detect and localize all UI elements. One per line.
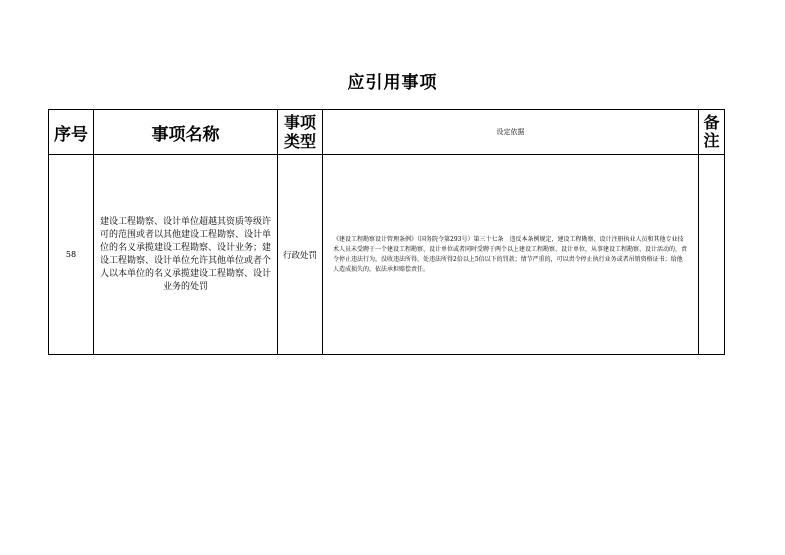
header-remark <box>699 110 725 155</box>
header-name: 事项名称 <box>94 110 278 155</box>
row-name-last: 业务的处罚 <box>162 281 208 292</box>
header-remark-line2: 注 <box>703 131 720 150</box>
header-type-line1: 事项 <box>283 113 316 132</box>
header-type-line2: 类型 <box>283 132 316 151</box>
row-basis: 《建设工程勘察设计管理条例》（国务院令第293号）第三十七条 违反本条例规定，建设工程勘察、设计注册执业人员和其他专业技术人员未受聘于一个建设工程勘察、设计单位或者同时受聘于两个以上建设工程勘察、设计单位，从事建设工程勘察、设计活动的，责令停止违法行为，没收违法所得，处违法所得2倍以上5倍以下的罚款；情节严重的，可以责令停止执行业务或者吊销资格证书；给他人造成损失的，依法承担赔偿责任。 <box>323 155 699 355</box>
row-type: 行政处罚 <box>278 155 323 355</box>
table-row <box>49 155 725 355</box>
table-header-row <box>49 110 725 155</box>
items-table <box>48 109 725 355</box>
row-name-main: 建设工程勘察、设计单位超越其资质等级许可的范围或者以其他建设工程勘察、设计单位的名义承揽建设工程勘察、设计业务；建设工程勘察、设计单位允许其他单位或者个人以本单位的名义承揽建设工程勘察、设计 <box>100 216 272 279</box>
row-remark <box>699 155 725 355</box>
row-seq: 58 <box>49 155 94 355</box>
header-basis: 设定依据 <box>323 110 699 155</box>
header-type <box>278 110 323 155</box>
header-remark-line1: 备 <box>703 113 720 132</box>
row-name <box>94 155 278 355</box>
header-seq: 序号 <box>49 110 94 155</box>
page-title: 应引用事项 <box>347 73 438 93</box>
